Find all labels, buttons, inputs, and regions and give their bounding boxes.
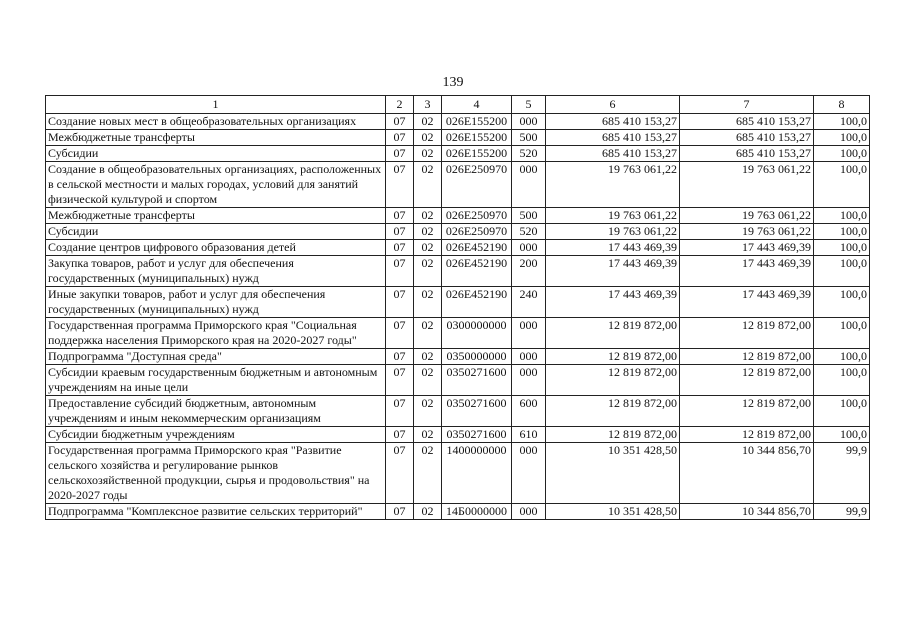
subsection-code: 02 bbox=[414, 504, 442, 520]
target-article-code: 026E250970 bbox=[442, 224, 512, 240]
subsection-code: 02 bbox=[414, 224, 442, 240]
target-article-code: 0350000000 bbox=[442, 349, 512, 365]
executed-amount: 685 410 153,27 bbox=[680, 130, 814, 146]
executed-amount: 685 410 153,27 bbox=[680, 114, 814, 130]
table-row bbox=[46, 318, 870, 349]
section-code: 07 bbox=[386, 256, 414, 287]
target-article-code: 026E155200 bbox=[442, 130, 512, 146]
expense-type-code: 500 bbox=[512, 208, 546, 224]
expense-type-code: 600 bbox=[512, 396, 546, 427]
execution-percent: 100,0 bbox=[814, 396, 870, 427]
header-row bbox=[46, 96, 870, 114]
executed-amount: 17 443 469,39 bbox=[680, 240, 814, 256]
execution-percent: 99,9 bbox=[814, 504, 870, 520]
table-row bbox=[46, 504, 870, 520]
execution-percent: 100,0 bbox=[814, 365, 870, 396]
row-name: Субсидии bbox=[46, 224, 386, 240]
target-article-code: 026E250970 bbox=[442, 208, 512, 224]
row-name: Государственная программа Приморского края "Социальная поддержка населения Приморского края на 2020-2027 годы" bbox=[46, 318, 386, 349]
column-header: 1 bbox=[46, 96, 386, 114]
planned-amount: 10 351 428,50 bbox=[546, 504, 680, 520]
expense-type-code: 000 bbox=[512, 443, 546, 504]
planned-amount: 19 763 061,22 bbox=[546, 208, 680, 224]
section-code: 07 bbox=[386, 162, 414, 208]
planned-amount: 10 351 428,50 bbox=[546, 443, 680, 504]
table-row bbox=[46, 443, 870, 504]
planned-amount: 685 410 153,27 bbox=[546, 114, 680, 130]
section-code: 07 bbox=[386, 130, 414, 146]
table-row bbox=[46, 114, 870, 130]
planned-amount: 19 763 061,22 bbox=[546, 224, 680, 240]
target-article-code: 1400000000 bbox=[442, 443, 512, 504]
expense-type-code: 000 bbox=[512, 365, 546, 396]
section-code: 07 bbox=[386, 240, 414, 256]
table-row bbox=[46, 256, 870, 287]
table-row bbox=[46, 427, 870, 443]
execution-percent: 100,0 bbox=[814, 427, 870, 443]
target-article-code: 026E155200 bbox=[442, 146, 512, 162]
execution-percent: 100,0 bbox=[814, 256, 870, 287]
subsection-code: 02 bbox=[414, 396, 442, 427]
subsection-code: 02 bbox=[414, 365, 442, 396]
execution-percent: 100,0 bbox=[814, 162, 870, 208]
planned-amount: 12 819 872,00 bbox=[546, 349, 680, 365]
subsection-code: 02 bbox=[414, 114, 442, 130]
executed-amount: 12 819 872,00 bbox=[680, 427, 814, 443]
expense-type-code: 610 bbox=[512, 427, 546, 443]
executed-amount: 10 344 856,70 bbox=[680, 443, 814, 504]
table-row bbox=[46, 162, 870, 208]
row-name: Субсидии краевым государственным бюджетным и автономным учреждениям на иные цели bbox=[46, 365, 386, 396]
table-row bbox=[46, 146, 870, 162]
executed-amount: 19 763 061,22 bbox=[680, 208, 814, 224]
expense-type-code: 000 bbox=[512, 349, 546, 365]
row-name: Создание в общеобразовательных организациях, расположенных в сельской местности и малых городах, условий для занятий физической культурой и спортом bbox=[46, 162, 386, 208]
target-article-code: 026E452190 bbox=[442, 287, 512, 318]
subsection-code: 02 bbox=[414, 162, 442, 208]
column-header: 5 bbox=[512, 96, 546, 114]
target-article-code: 026E452190 bbox=[442, 256, 512, 287]
row-name: Субсидии бюджетным учреждениям bbox=[46, 427, 386, 443]
executed-amount: 19 763 061,22 bbox=[680, 224, 814, 240]
row-name: Государственная программа Приморского края "Развитие сельского хозяйства и регулирование рынков сельскохозяйственной продукции, сырья и продовольствия" на 2020-2027 годы bbox=[46, 443, 386, 504]
executed-amount: 17 443 469,39 bbox=[680, 256, 814, 287]
expense-type-code: 520 bbox=[512, 224, 546, 240]
expense-type-code: 000 bbox=[512, 162, 546, 208]
table-row bbox=[46, 224, 870, 240]
subsection-code: 02 bbox=[414, 287, 442, 318]
table-row bbox=[46, 365, 870, 396]
execution-percent: 100,0 bbox=[814, 208, 870, 224]
subsection-code: 02 bbox=[414, 318, 442, 349]
section-code: 07 bbox=[386, 208, 414, 224]
target-article-code: 14Б0000000 bbox=[442, 504, 512, 520]
budget-table bbox=[45, 95, 870, 520]
expense-type-code: 000 bbox=[512, 318, 546, 349]
section-code: 07 bbox=[386, 504, 414, 520]
expense-type-code: 200 bbox=[512, 256, 546, 287]
section-code: 07 bbox=[386, 349, 414, 365]
expense-type-code: 240 bbox=[512, 287, 546, 318]
column-header: 6 bbox=[546, 96, 680, 114]
row-name: Подпрограмма "Комплексное развитие сельских территорий" bbox=[46, 504, 386, 520]
planned-amount: 12 819 872,00 bbox=[546, 427, 680, 443]
expense-type-code: 000 bbox=[512, 240, 546, 256]
subsection-code: 02 bbox=[414, 240, 442, 256]
subsection-code: 02 bbox=[414, 256, 442, 287]
column-header: 7 bbox=[680, 96, 814, 114]
target-article-code: 026E452190 bbox=[442, 240, 512, 256]
page-number: 139 bbox=[442, 75, 464, 90]
executed-amount: 685 410 153,27 bbox=[680, 146, 814, 162]
row-name: Иные закупки товаров, работ и услуг для обеспечения государственных (муниципальных) нужд bbox=[46, 287, 386, 318]
expense-type-code: 520 bbox=[512, 146, 546, 162]
table-row bbox=[46, 287, 870, 318]
row-name: Закупка товаров, работ и услуг для обеспечения государственных (муниципальных) нужд bbox=[46, 256, 386, 287]
planned-amount: 12 819 872,00 bbox=[546, 365, 680, 396]
planned-amount: 12 819 872,00 bbox=[546, 318, 680, 349]
column-header: 8 bbox=[814, 96, 870, 114]
table-row bbox=[46, 208, 870, 224]
target-article-code: 0350271600 bbox=[442, 396, 512, 427]
subsection-code: 02 bbox=[414, 146, 442, 162]
target-article-code: 0350271600 bbox=[442, 427, 512, 443]
column-header: 2 bbox=[386, 96, 414, 114]
subsection-code: 02 bbox=[414, 427, 442, 443]
subsection-code: 02 bbox=[414, 443, 442, 504]
planned-amount: 17 443 469,39 bbox=[546, 240, 680, 256]
execution-percent: 100,0 bbox=[814, 114, 870, 130]
section-code: 07 bbox=[386, 224, 414, 240]
planned-amount: 17 443 469,39 bbox=[546, 287, 680, 318]
row-name: Предоставление субсидий бюджетным, автономным учреждениям и иным некоммерческим организациям bbox=[46, 396, 386, 427]
expense-type-code: 000 bbox=[512, 114, 546, 130]
row-name: Создание центров цифрового образования детей bbox=[46, 240, 386, 256]
table-row bbox=[46, 349, 870, 365]
subsection-code: 02 bbox=[414, 208, 442, 224]
target-article-code: 0300000000 bbox=[442, 318, 512, 349]
section-code: 07 bbox=[386, 365, 414, 396]
section-code: 07 bbox=[386, 114, 414, 130]
column-header: 3 bbox=[414, 96, 442, 114]
planned-amount: 685 410 153,27 bbox=[546, 146, 680, 162]
section-code: 07 bbox=[386, 427, 414, 443]
execution-percent: 100,0 bbox=[814, 224, 870, 240]
planned-amount: 12 819 872,00 bbox=[546, 396, 680, 427]
section-code: 07 bbox=[386, 146, 414, 162]
planned-amount: 19 763 061,22 bbox=[546, 162, 680, 208]
section-code: 07 bbox=[386, 287, 414, 318]
row-name: Подпрограмма "Доступная среда" bbox=[46, 349, 386, 365]
execution-percent: 100,0 bbox=[814, 146, 870, 162]
section-code: 07 bbox=[386, 396, 414, 427]
execution-percent: 99,9 bbox=[814, 443, 870, 504]
executed-amount: 12 819 872,00 bbox=[680, 349, 814, 365]
executed-amount: 12 819 872,00 bbox=[680, 396, 814, 427]
table-row bbox=[46, 130, 870, 146]
target-article-code: 026E155200 bbox=[442, 114, 512, 130]
target-article-code: 0350271600 bbox=[442, 365, 512, 396]
execution-percent: 100,0 bbox=[814, 130, 870, 146]
planned-amount: 17 443 469,39 bbox=[546, 256, 680, 287]
executed-amount: 12 819 872,00 bbox=[680, 365, 814, 396]
expense-type-code: 000 bbox=[512, 504, 546, 520]
execution-percent: 100,0 bbox=[814, 287, 870, 318]
column-header: 4 bbox=[442, 96, 512, 114]
row-name: Создание новых мест в общеобразовательных организациях bbox=[46, 114, 386, 130]
section-code: 07 bbox=[386, 318, 414, 349]
subsection-code: 02 bbox=[414, 130, 442, 146]
table-row bbox=[46, 396, 870, 427]
section-code: 07 bbox=[386, 443, 414, 504]
row-name: Межбюджетные трансферты bbox=[46, 208, 386, 224]
planned-amount: 685 410 153,27 bbox=[546, 130, 680, 146]
subsection-code: 02 bbox=[414, 349, 442, 365]
executed-amount: 19 763 061,22 bbox=[680, 162, 814, 208]
execution-percent: 100,0 bbox=[814, 349, 870, 365]
execution-percent: 100,0 bbox=[814, 240, 870, 256]
executed-amount: 17 443 469,39 bbox=[680, 287, 814, 318]
target-article-code: 026E250970 bbox=[442, 162, 512, 208]
table-row bbox=[46, 240, 870, 256]
row-name: Межбюджетные трансферты bbox=[46, 130, 386, 146]
expense-type-code: 500 bbox=[512, 130, 546, 146]
row-name: Субсидии bbox=[46, 146, 386, 162]
execution-percent: 100,0 bbox=[814, 318, 870, 349]
executed-amount: 10 344 856,70 bbox=[680, 504, 814, 520]
executed-amount: 12 819 872,00 bbox=[680, 318, 814, 349]
